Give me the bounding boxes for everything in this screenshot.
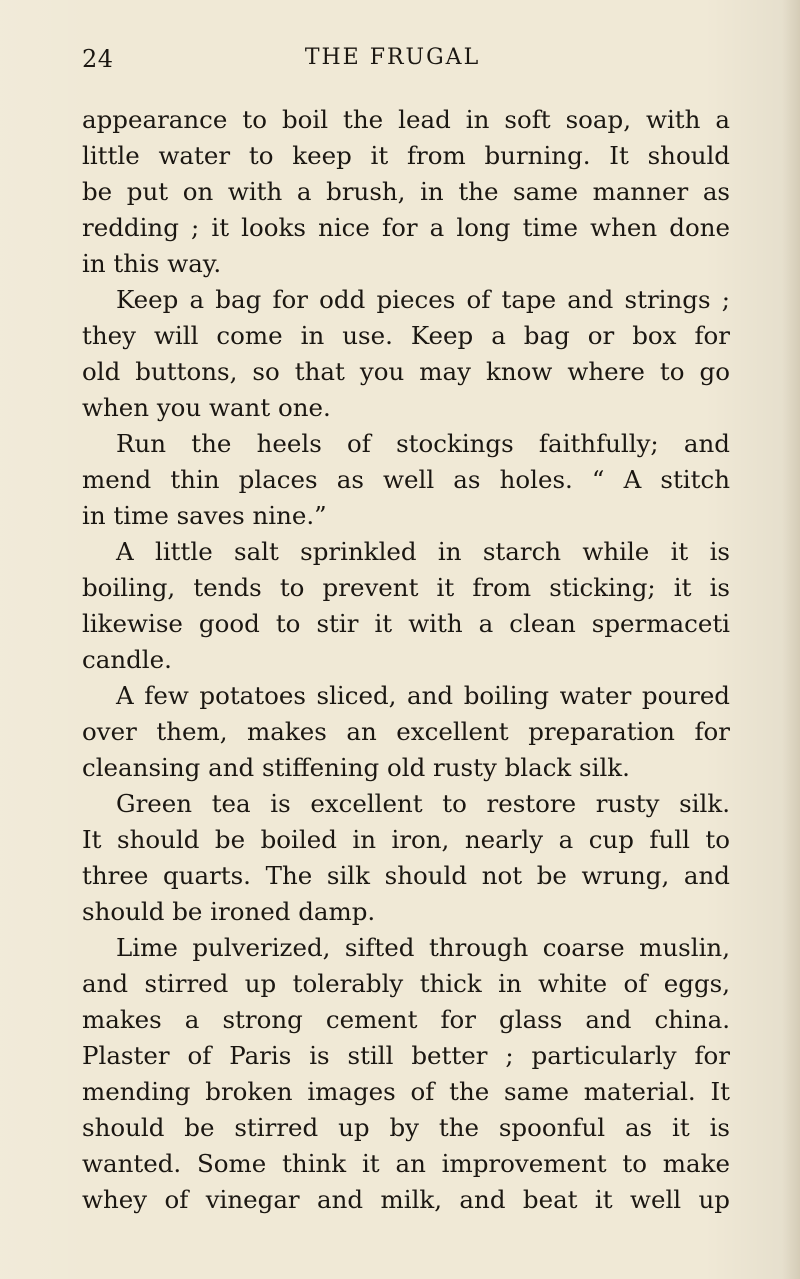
text-line: mending broken images of the same material. It xyxy=(82,1077,730,1106)
text-line: likewise good to stir it with a clean spermaceti xyxy=(82,609,730,638)
text-line: It should be boiled in iron, nearly a cup full to xyxy=(82,825,730,854)
running-head: THE FRUGAL xyxy=(304,45,481,70)
text-line: in this way. xyxy=(82,249,222,278)
text-line: over them, makes an excellent preparation for xyxy=(82,717,730,746)
page-edge-shadow xyxy=(782,0,800,1279)
text-line: Plaster of Paris is still better ; particularly for xyxy=(82,1041,730,1070)
text-line: redding ; it looks nice for a long time when done xyxy=(82,213,730,242)
page-header xyxy=(82,45,703,89)
text-line: old buttons, so that you may know where to go xyxy=(82,357,730,386)
text-line: cleansing and stiffening old rusty black silk. xyxy=(82,753,630,782)
text-line: Lime pulverized, sifted through coarse muslin, xyxy=(116,933,730,962)
text-line: Run the heels of stockings faithfully; and xyxy=(116,429,730,458)
text-line: appearance to boil the lead in soft soap, with a xyxy=(82,105,730,134)
text-line: they will come in use. Keep a bag or box for xyxy=(82,321,730,350)
text-line: A few potatoes sliced, and boiling water poured xyxy=(116,681,730,710)
text-line: A little salt sprinkled in starch while it is xyxy=(116,537,730,566)
text-line: Green tea is excellent to restore rusty silk. xyxy=(116,789,730,818)
text-line: should be ironed damp. xyxy=(82,897,376,926)
text-line: be put on with a brush, in the same manner as xyxy=(82,177,730,206)
text-line: mend thin places as well as holes. “ A stitch xyxy=(82,465,730,494)
page-number: 24 xyxy=(82,45,114,73)
text-line: little water to keep it from burning. It should xyxy=(82,141,730,170)
text-line: Keep a bag for odd pieces of tape and strings ; xyxy=(116,285,730,314)
text-line: whey of vinegar and milk, and beat it well up xyxy=(82,1185,730,1214)
text-line: boiling, tends to prevent it from sticking; it is xyxy=(82,573,730,602)
text-line: and stirred up tolerably thick in white of eggs, xyxy=(82,969,730,998)
text-line: when you want one. xyxy=(82,393,331,422)
text-line: candle. xyxy=(82,645,172,674)
text-line: three quarts. The silk should not be wrung, and xyxy=(82,861,730,890)
text-line: makes a strong cement for glass and china. xyxy=(82,1005,730,1034)
text-line: in time saves nine.” xyxy=(82,501,327,530)
body-text xyxy=(82,102,730,1218)
text-line: wanted. Some think it an improvement to make xyxy=(82,1149,730,1178)
text-line: should be stirred up by the spoonful as it is xyxy=(82,1113,730,1142)
